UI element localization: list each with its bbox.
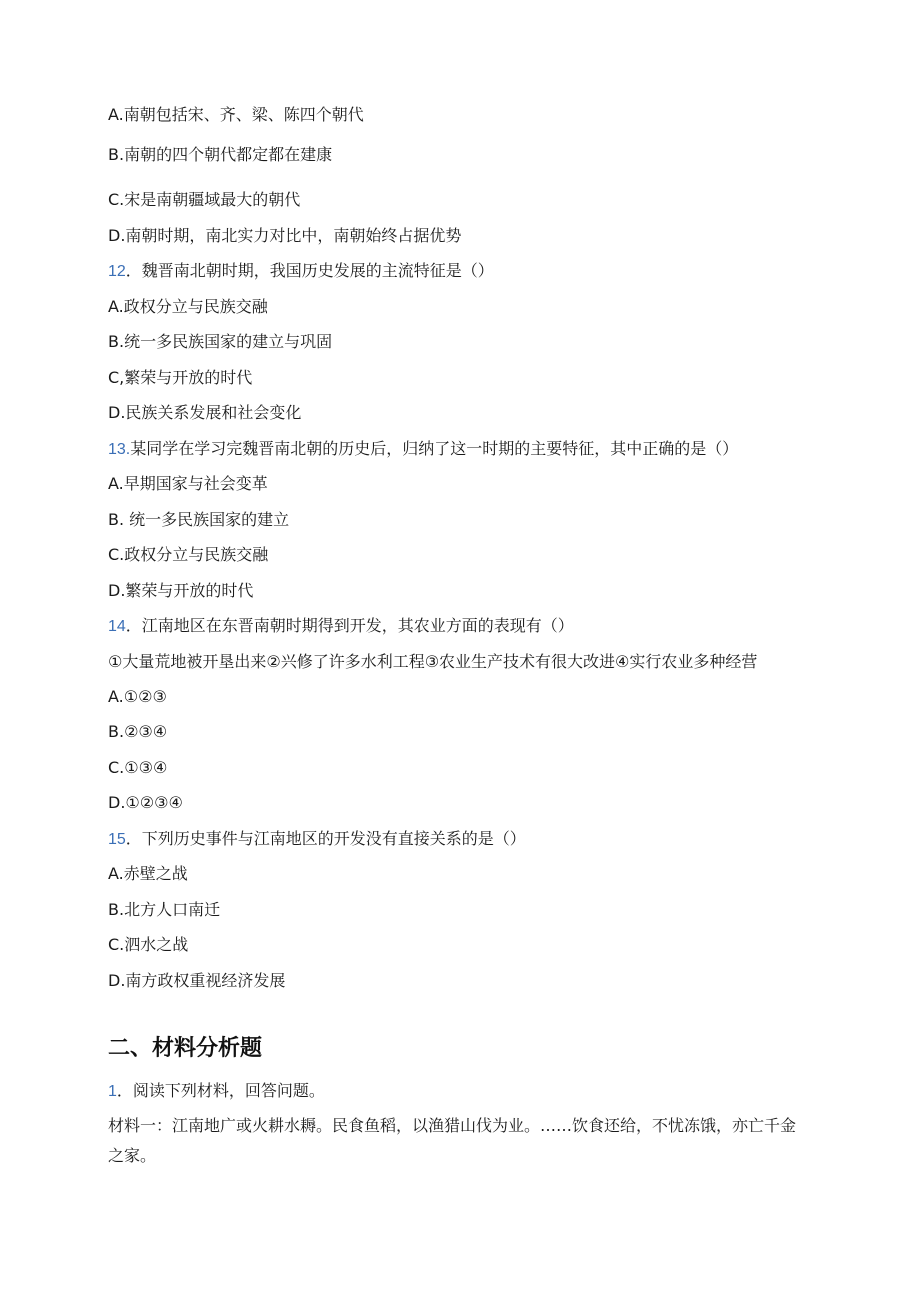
q13-stem-line [108, 438, 738, 461]
s2-q1-stem-line [108, 1080, 325, 1103]
q14-option-a: A.①②③ [108, 687, 167, 706]
q14-option-b: B.②③④ [108, 722, 168, 741]
q15-option-c: C.泗水之战 [108, 935, 189, 954]
q15-option-d: D.南方政权重视经济发展 [108, 971, 286, 990]
material-one-paragraph: 材料一：江南地广或火耕水耨。民食鱼稻，以渔猎山伐为业。……饮食还给，不忧冻饿，亦亡千金之家。 [108, 1116, 797, 1165]
q13-option-d: D.繁荣与开放的时代 [108, 581, 254, 600]
question-stem: ．江南地区在东晋南朝时期得到开发，其农业方面的表现有（） [125, 616, 574, 635]
q13-option-a: A.早期国家与社会变革 [108, 474, 268, 493]
q12-option-c: C,繁荣与开放的时代 [108, 368, 253, 387]
q11-option-d: D.南朝时期，南北实力对比中，南朝始终占据优势 [108, 226, 462, 245]
question-stem: ．阅读下列材料，回答问题。 [116, 1081, 325, 1100]
q12-option-d: D.民族关系发展和社会变化 [108, 403, 302, 422]
q13-option-b: B. 统一多民族国家的建立 [108, 510, 290, 529]
question-number: 15 [108, 831, 126, 848]
q14-option-d: D.①②③④ [108, 793, 183, 812]
q15-stem-line [108, 828, 526, 851]
question-number: 1 [108, 1083, 117, 1100]
q12-option-b: B.统一多民族国家的建立与巩固 [108, 332, 333, 351]
q12-option-a: A.政权分立与民族交融 [108, 297, 268, 316]
q11-option-a: A.南朝包括宋、齐、梁、陈四个朝代 [108, 105, 364, 124]
section-title: 二、材料分析题 [108, 1036, 263, 1061]
q13-option-c: C.政权分立与民族交融 [108, 545, 269, 564]
question-number: 12 [108, 263, 126, 280]
q15-option-b: B.北方人口南迁 [108, 900, 221, 919]
question-number: 14 [108, 618, 126, 635]
q14-option-c: C.①③④ [108, 758, 168, 777]
question-number: 13. [108, 441, 131, 458]
q15-option-a: A.赤壁之战 [108, 864, 188, 883]
q11-option-b: B.南朝的四个朝代都定都在建康 [108, 145, 333, 164]
q11-option-c: C.宋是南朝疆域最大的朝代 [108, 190, 301, 209]
question-stem: 某同学在学习完魏晋南北朝的历史后，归纳了这一时期的主要特征，其中正确的是（） [130, 439, 739, 458]
q12-stem-line [108, 260, 494, 283]
question-stem: ．魏晋南北朝时期，我国历史发展的主流特征是（） [125, 261, 494, 280]
q14-items: ①大量荒地被开垦出来②兴修了许多水利工程③农业生产技术有很大改进④实行农业多种经营 [108, 652, 758, 671]
q14-stem-line [108, 615, 574, 638]
question-stem: ．下列历史事件与江南地区的开发没有直接关系的是（） [125, 829, 526, 848]
